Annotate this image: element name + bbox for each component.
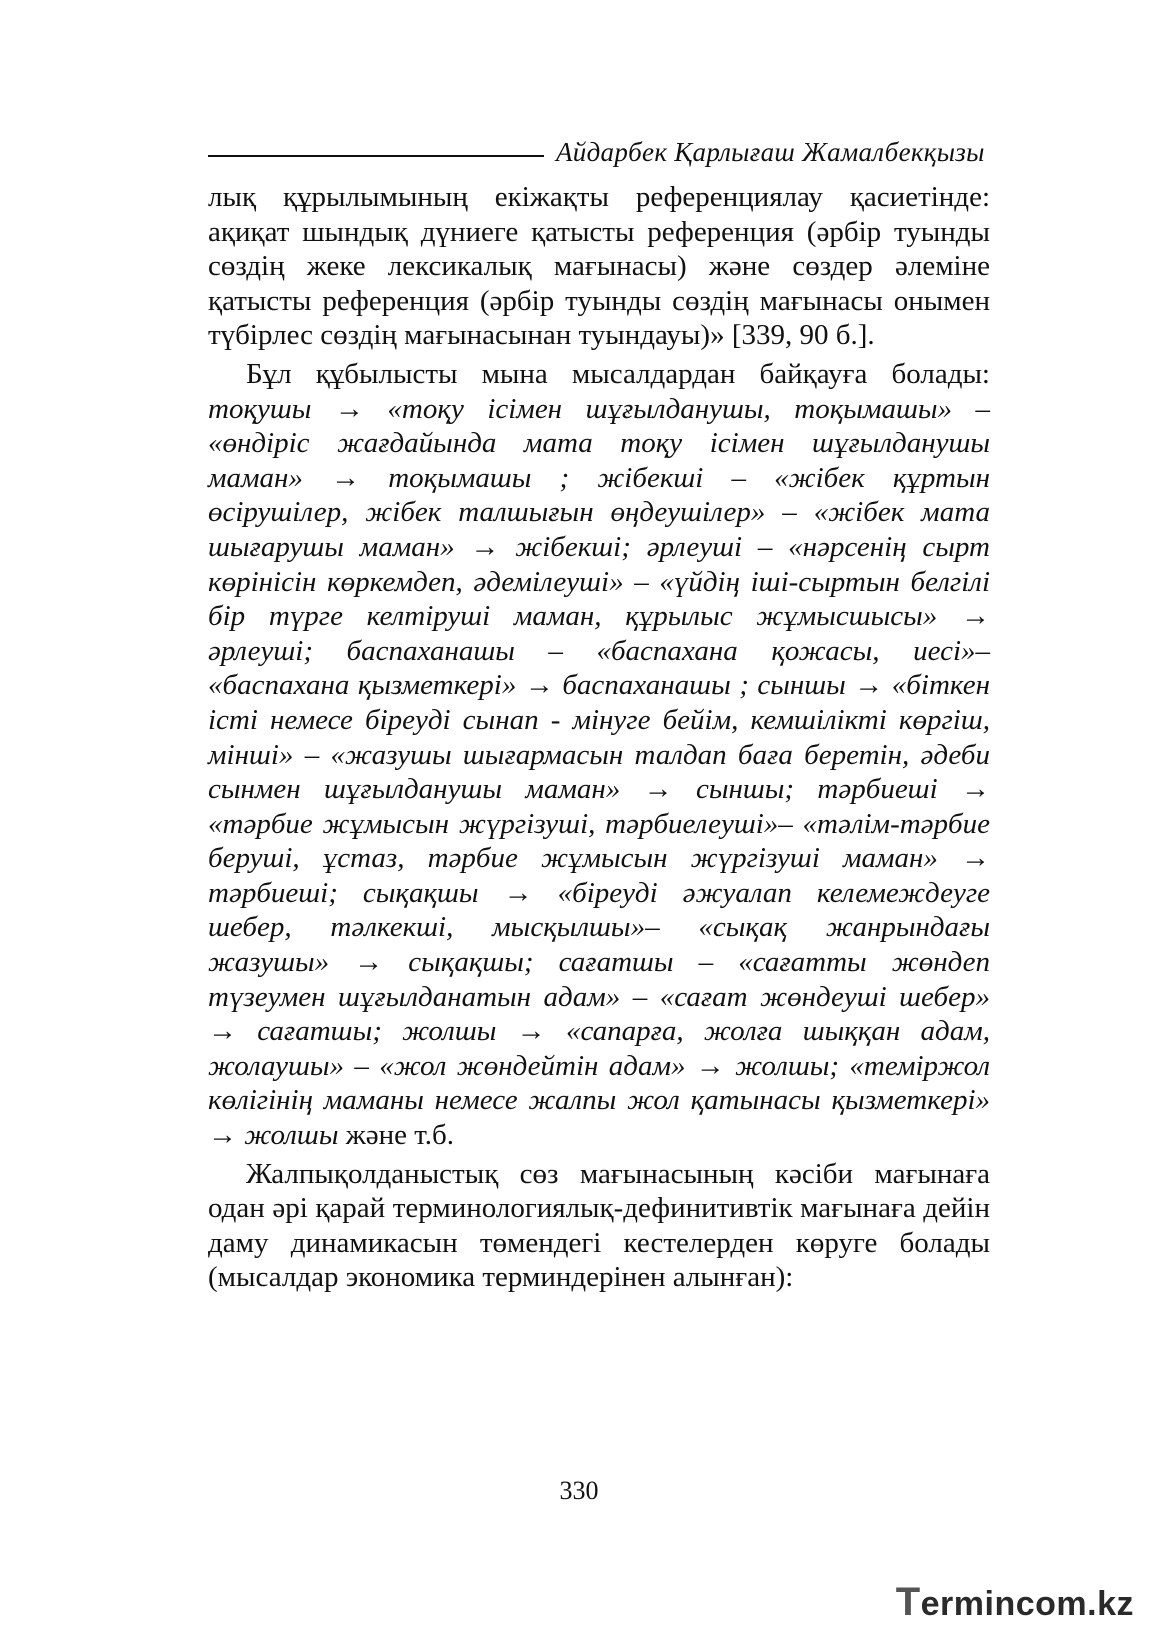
paragraph-continuation: лық құрылымының екіжақты референциялау қасиетінде: ақиқат шындық дүниеге қатысты референция (әрбір туынды сөздің жеке лексикалық мағынасы) және сөздер әлеміне қатысты референция (әрбір туынды сөздің мағынасы онымен түбірлес сөздің мағынасынан туындауы)» [339, 90 б.]. <box>208 181 990 352</box>
examples-end: және т.б. <box>338 1119 455 1152</box>
running-header <box>208 130 990 174</box>
header-rule <box>208 155 544 157</box>
watermark-text: ermincom.kz <box>920 1585 1134 1623</box>
watermark-logo <box>896 1580 1134 1625</box>
paragraph-examples <box>208 357 990 1153</box>
book-page <box>208 130 990 1295</box>
examples-intro: Бұл құбылысты мына мысалдардан байқауға болады: <box>246 357 990 390</box>
header-author: Айдарбек Қарлығаш Жамалбекқызы <box>556 136 985 167</box>
page-number: 330 <box>559 1476 599 1505</box>
paragraph-dynamics: Жалпықолданыстық сөз мағынасының кәсіби мағынаға одан әрі қарай терминологиялық-дефинитивтік мағынаға дейін даму динамикасын төмендегі кестелерден көруге болады (мысалдар экономика терминдерінен алынған): <box>208 1157 990 1294</box>
examples-list: тоқушы → «тоқу ісімен шұғылданушы, тоқымашы» – «өндіріс жағдайында мата тоқу ісімен шұғылданушы маман» → тоқымашы ; жібекші – «жібек құртын өсірушілер, жібек талшығын өңдеушілер» – «жібек мата шығарушы маман» → жібекші; әрлеуші – «нәрсенің сырт көрінісін көркемдеп, әдемілеуші» – «үйдің іші-сыртын белгілі бір түрге келтіруші маман, құрылыс жұмысшысы» → әрлеуші; баспаханашы – «баспахана қожасы, иесі»– «баспахана қызметкері» → баспаханашы ; сыншы → «біткен істі немесе біреуді сынап - мінуге бейім, кемшілікті көргіш, мінші» – «жазушы шығармасын талдап баға беретін, әдеби сынмен шұғылданушы маман» → сыншы; тәрбиеші → «тәрбие жұмысын жүргізуші, тәрбиелеуші»– «тәлім-тәрбие беруші, ұстаз, тәрбие жұмысын жүргізуші маман» → тәрбиеші; сықақшы → «біреуді әжуалап келемеждеуге шебер, тәлкекші, мысқылшы»– «сықақ жанрындағы жазушы» → сықақшы; сағатшы – «сағатты жөндеп түзеумен шұғылданатын адам» – «сағат жөндеуші шебер» → сағатшы; жолшы → «сапарға, жолға шыққан адам, жолаушы» – «жол жөндейтін адам» → жолшы; «теміржол көлігінің маманы немесе жалпы жол қатынасы қызметкері» → жолшы <box>208 392 990 1152</box>
watermark-t-glyph: T <box>895 1580 921 1624</box>
body-text <box>208 180 990 1295</box>
